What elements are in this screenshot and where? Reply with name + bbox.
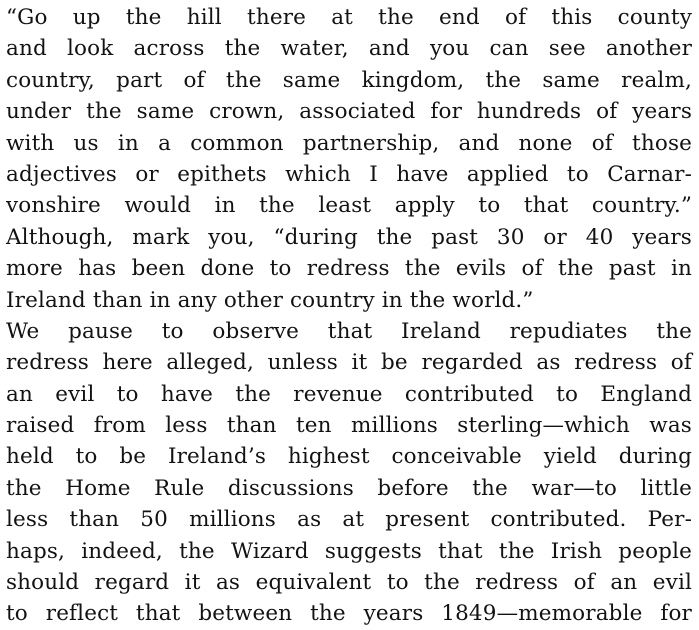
- paragraph-2: [6, 316, 692, 630]
- text-line: Although, mark you, “during the past 30 or 40 years: [6, 224, 692, 250]
- text-line: and look across the water, and you can see another: [6, 36, 692, 62]
- text-line: the Home Rule discussions before the war—to little: [6, 475, 692, 501]
- text-line: under the same crown, associated for hundreds of years: [6, 99, 692, 125]
- text-line: to reflect that between the years 1849—memorable for: [6, 601, 692, 627]
- text-line: We pause to observe that Ireland repudiates the: [6, 318, 692, 344]
- paragraph-1: [6, 2, 692, 316]
- text-line: raised from less than ten millions sterling—which was: [6, 413, 692, 439]
- text-line: haps, indeed, the Wizard suggests that the Irish people: [6, 538, 692, 564]
- text-line: Ireland than in any other country in the world.”: [6, 287, 534, 313]
- text-line: redress here alleged, unless it be regarded as redress of: [6, 350, 692, 376]
- text-line: less than 50 millions as at present contributed. Per-: [6, 507, 692, 533]
- text-line: an evil to have the revenue contributed to England: [6, 381, 692, 407]
- text-line: vonshire would in the least apply to that country.”: [6, 193, 692, 219]
- text-line: with us in a common partnership, and none of those: [6, 130, 692, 156]
- text-line: more has been done to redress the evils of the past in: [6, 256, 692, 282]
- text-line: held to be Ireland’s highest conceivable yield during: [6, 444, 692, 470]
- text-line: country, part of the same kingdom, the same realm,: [6, 67, 692, 93]
- text-line: adjectives or epithets which I have applied to Carnar-: [6, 161, 692, 187]
- text-line: should regard it as equivalent to the redress of an evil: [6, 570, 692, 596]
- text-line: “Go up the hill there at the end of this county: [6, 5, 692, 30]
- body-text: [6, 2, 692, 630]
